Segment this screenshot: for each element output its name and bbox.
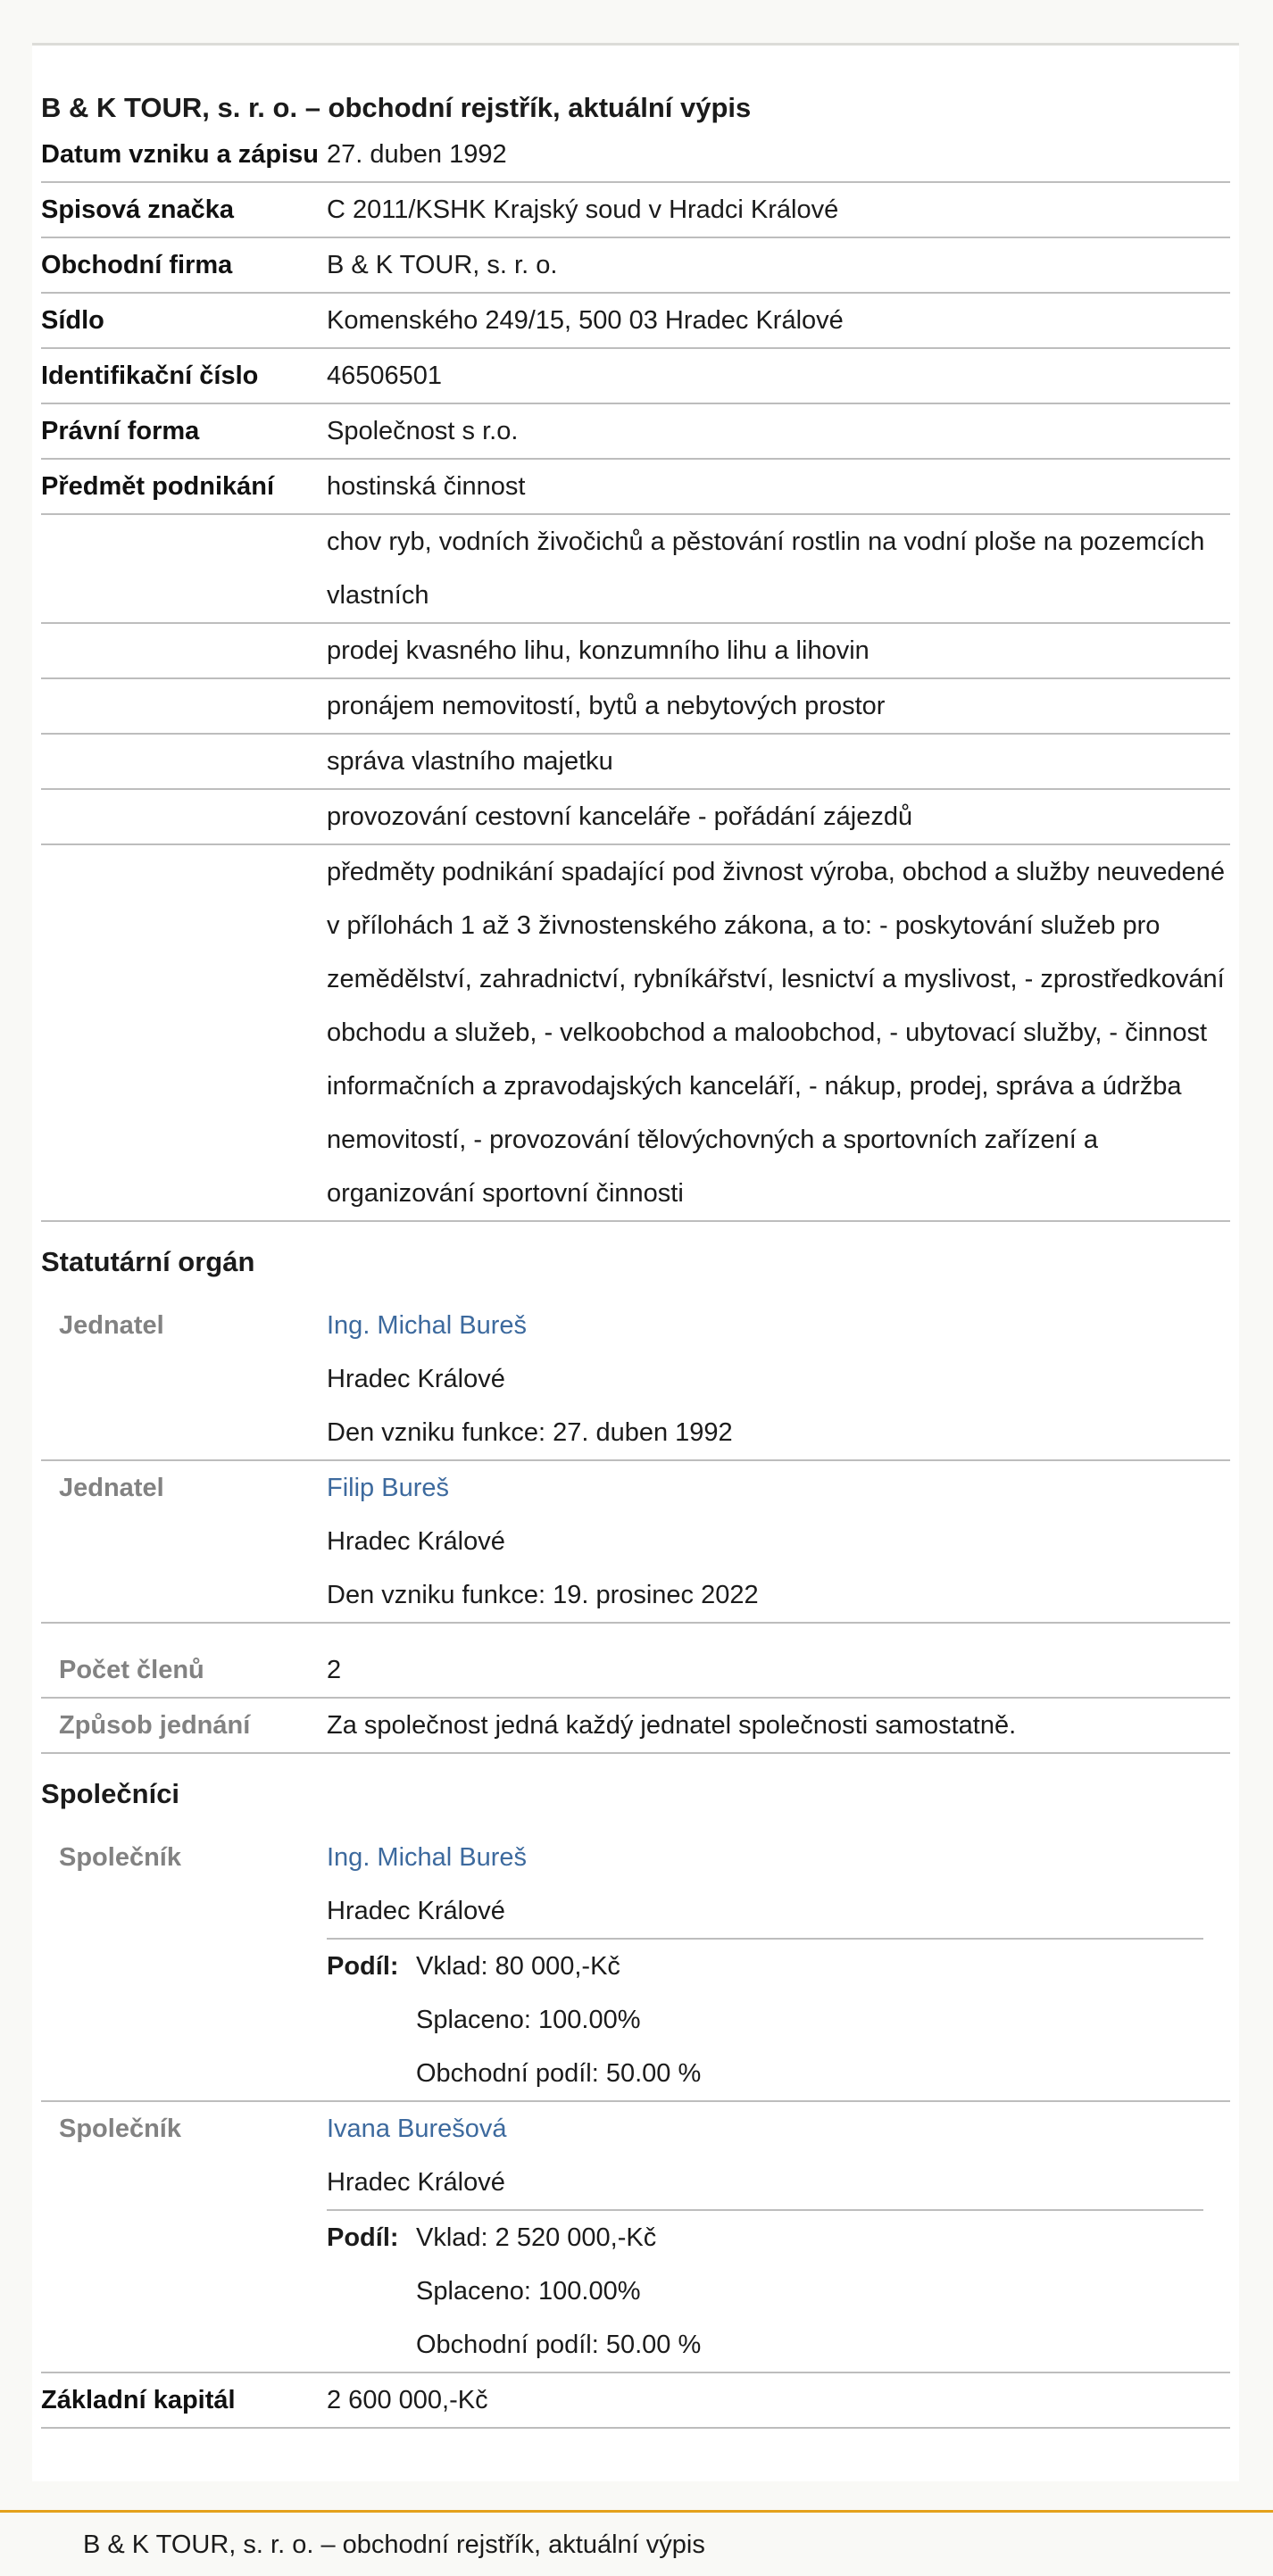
- predmet-item: předměty podnikání spadající pod živnost výroba, obchod a služby neuvedené v přílohách 1 až 3 živnostenského zákona, a to: - poskytování služeb pro zemědělství, zahradnictví, rybníkářství, lesnictví a myslivost, - zprostředkování obchodu a služeb, - velkoobchod a maloobchod, - ubytovací služby, - činnost informačních a zpravodajských kanceláří, - nákup, prodej, správa a údržba nemovitostí, - provozování tělovýchovných a sportovních zařízení a organizování sportovní činnosti: [327, 858, 1225, 1208]
- spolecnik-row: [41, 2102, 1230, 2373]
- predmet-label: Předmět podnikání: [41, 472, 275, 501]
- spolecnik-label: Společník: [59, 2115, 181, 2143]
- row-zpusob: [41, 1699, 1230, 1754]
- jednatel-city: Hradec Králové: [327, 1365, 505, 1393]
- ic-label: Identifikační číslo: [41, 361, 259, 390]
- obchodni-podil-value: Obchodní podíl: 50.00 %: [416, 2059, 702, 2088]
- spolecnik-label: Společník: [59, 1843, 181, 1872]
- row-forma: [41, 404, 1230, 460]
- datum-label: Datum vzniku a zápisu: [41, 140, 320, 169]
- predmet-item: chov ryb, vodních živočichů a pěstování rostlin na vodní ploše na pozemcích vlastních: [327, 528, 1205, 610]
- footer: [0, 2510, 1273, 2576]
- vklad-value: Vklad: 2 520 000,-Kč: [416, 2223, 657, 2252]
- jednatel-row: [41, 1299, 1230, 1461]
- row-predmet-0: [41, 460, 1230, 515]
- footer-title: B & K TOUR, s. r. o. – obchodní rejstřík, aktuální výpis: [83, 2530, 705, 2559]
- firma-value: B & K TOUR, s. r. o.: [327, 251, 558, 279]
- spolecnik-row: [41, 1831, 1230, 2102]
- forma-value: Společnost s r.o.: [327, 417, 519, 445]
- sidlo-value: Komenského 249/15, 500 03 Hradec Králové: [327, 306, 844, 335]
- row-sidlo: [41, 294, 1230, 349]
- spis-value: C 2011/KSHK Krajský soud v Hradci Králové: [327, 195, 839, 224]
- spolecnik-city: Hradec Králové: [327, 2168, 505, 2197]
- row-firma: [41, 238, 1230, 294]
- predmet-item: prodej kvasného lihu, konzumního lihu a lihovin: [327, 636, 869, 665]
- obchodni-podil-value: Obchodní podíl: 50.00 %: [416, 2331, 702, 2359]
- kapital-value: 2 600 000,-Kč: [327, 2386, 488, 2414]
- zpusob-value: Za společnost jedná každý jednatel společnosti samostatně.: [327, 1711, 1017, 1740]
- splaceno-value: Splaceno: 100.00%: [416, 2006, 641, 2034]
- spolecnik-name-link[interactable]: Ivana Burešová: [327, 2115, 507, 2143]
- podil-label: Podíl:: [327, 1952, 399, 1981]
- spolecnik-name-link[interactable]: Ing. Michal Bureš: [327, 1843, 528, 1872]
- vklad-value: Vklad: 80 000,-Kč: [416, 1952, 620, 1981]
- spis-label: Spisová značka: [41, 195, 234, 224]
- statutarni-heading: Statutární orgán: [41, 1246, 255, 1277]
- register-extract: [32, 43, 1239, 2481]
- spolecnici-heading: Společníci: [41, 1778, 180, 1809]
- firma-label: Obchodní firma: [41, 251, 233, 279]
- ic-value: 46506501: [327, 361, 443, 390]
- predmet-item: provozování cestovní kanceláře - pořádání zájezdů: [327, 802, 913, 831]
- podil-label: Podíl:: [327, 2223, 399, 2252]
- row-predmet-3: [41, 679, 1230, 735]
- row-datum: [41, 128, 1230, 183]
- jednatel-city: Hradec Králové: [327, 1527, 505, 1556]
- forma-label: Právní forma: [41, 417, 200, 445]
- row-predmet-4: [41, 735, 1230, 790]
- kapital-label: Základní kapitál: [41, 2386, 236, 2414]
- pocet-label: Počet členů: [59, 1656, 204, 1684]
- jednatel-label: Jednatel: [59, 1311, 164, 1340]
- row-predmet-1: [41, 515, 1230, 624]
- row-predmet-2: [41, 624, 1230, 679]
- predmet-item: správa vlastního majetku: [327, 747, 613, 776]
- datum-value: 27. duben 1992: [327, 140, 507, 169]
- jednatel-since: Den vzniku funkce: 27. duben 1992: [327, 1418, 733, 1447]
- podil-block: [327, 1938, 1203, 2100]
- jednatel-since: Den vzniku funkce: 19. prosinec 2022: [327, 1581, 759, 1609]
- zpusob-label: Způsob jednání: [59, 1711, 251, 1740]
- splaceno-value: Splaceno: 100.00%: [416, 2277, 641, 2306]
- row-ic: [41, 349, 1230, 404]
- predmet-item: hostinská činnost: [327, 472, 526, 501]
- row-predmet-6: [41, 845, 1230, 1222]
- row-predmet-5: [41, 790, 1230, 845]
- page-title: B & K TOUR, s. r. o. – obchodní rejstřík, aktuální výpis: [41, 92, 752, 123]
- row-spis: [41, 183, 1230, 238]
- jednatel-row: [41, 1461, 1230, 1624]
- jednatel-label: Jednatel: [59, 1474, 164, 1502]
- sidlo-label: Sídlo: [41, 306, 104, 335]
- jednatel-name-link[interactable]: Ing. Michal Bureš: [327, 1311, 528, 1340]
- spolecnik-city: Hradec Králové: [327, 1897, 505, 1925]
- jednatel-name-link[interactable]: Filip Bureš: [327, 1474, 449, 1502]
- row-pocet: [41, 1624, 1230, 1699]
- row-kapital: [41, 2373, 1230, 2429]
- predmet-item: pronájem nemovitostí, bytů a nebytových prostor: [327, 692, 886, 720]
- pocet-value: 2: [327, 1656, 342, 1684]
- podil-block: [327, 2209, 1203, 2372]
